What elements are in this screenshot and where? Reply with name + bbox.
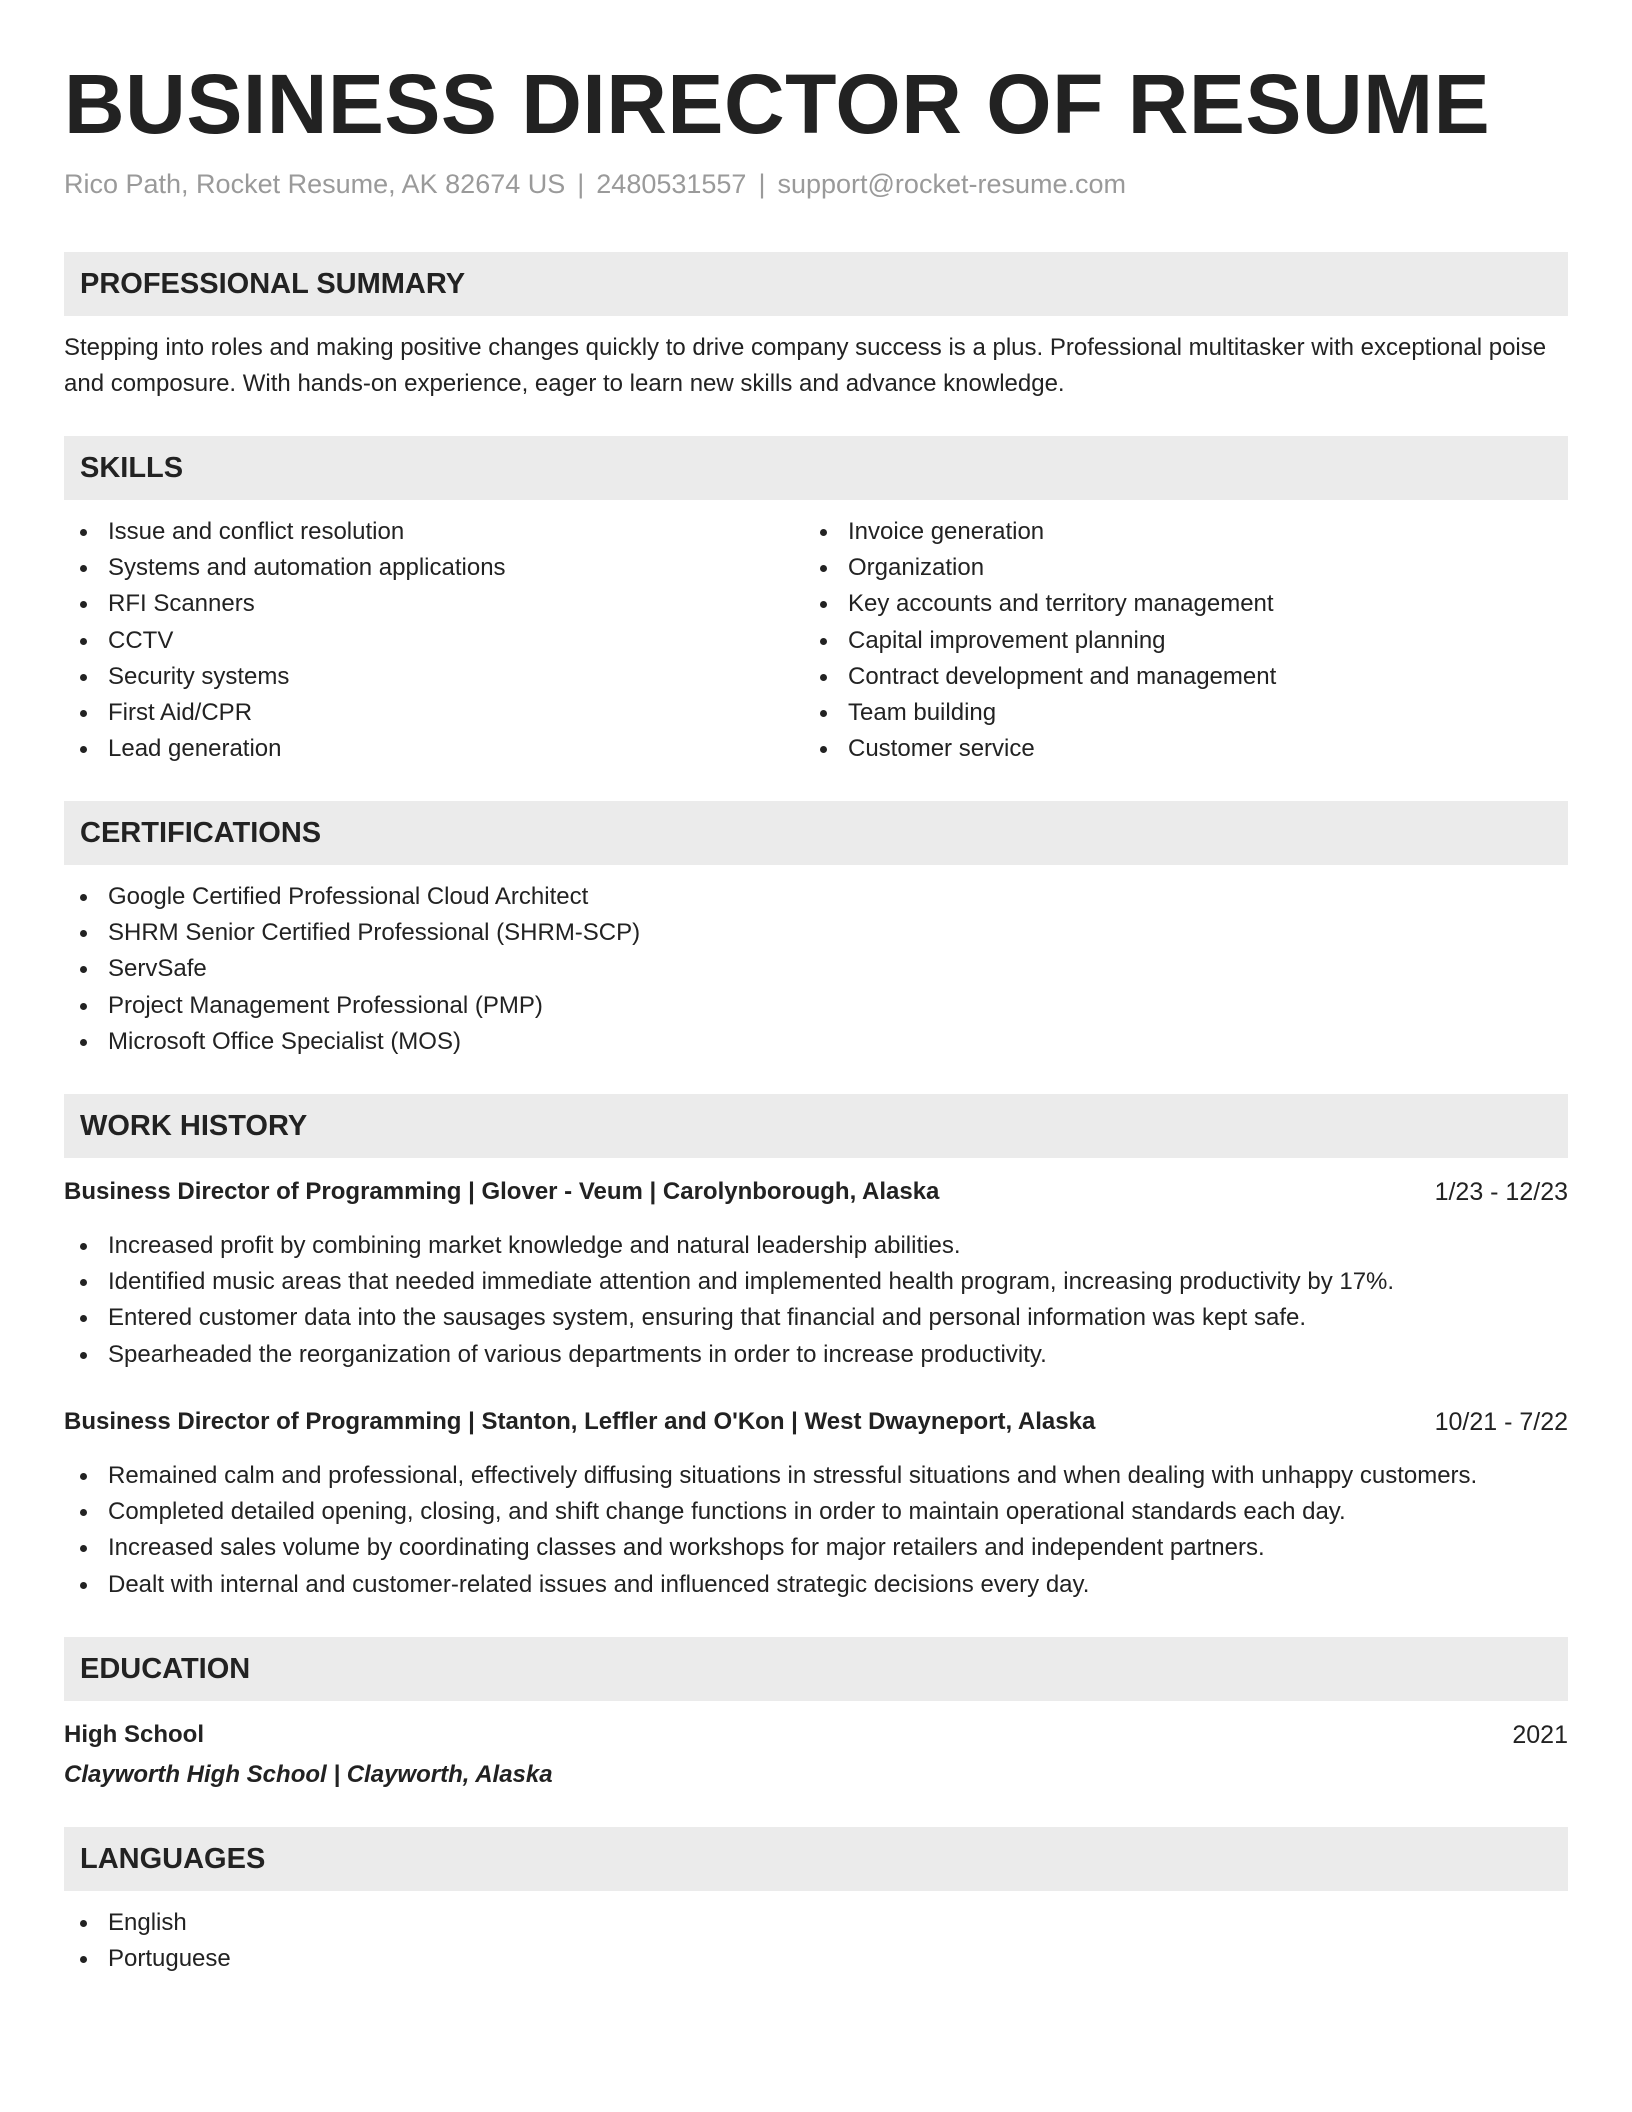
list-item: Contract development and management	[804, 659, 1568, 695]
contact-separator: |	[758, 169, 766, 199]
list-item: Portuguese	[64, 1941, 1568, 1977]
summary-text: Stepping into roles and making positive changes quickly to drive company success is a plus. Professional multitasker with exceptional poise and composure. With hands-on experience, eager to learn new skills and advance knowledge.	[64, 334, 1547, 397]
languages-list	[64, 1905, 1568, 1977]
job-title: Business Director of Programming | Glover - Veum | Carolynborough, Alaska	[64, 1178, 940, 1205]
list-item: SHRM Senior Certified Professional (SHRM-SCP)	[64, 915, 1568, 951]
list-item: RFI Scanners	[64, 586, 804, 622]
list-item: Increased sales volume by coordinating classes and workshops for major retailers and independent partners.	[64, 1530, 1568, 1566]
resume-name: BUSINESS DIRECTOR OF RESUME	[64, 57, 1491, 151]
job-title: Business Director of Programming | Stanton, Leffler and O'Kon | West Dwayneport, Alaska	[64, 1408, 1096, 1435]
list-item: Lead generation	[64, 731, 804, 767]
education-school: Clayworth High School | Clayworth, Alaska	[64, 1761, 553, 1788]
list-item: Identified music areas that needed immediate attention and implemented health program, increasing productivity by 17%.	[64, 1264, 1568, 1300]
contact-line	[64, 166, 1126, 202]
list-item: Team building	[804, 695, 1568, 731]
list-item: Key accounts and territory management	[804, 586, 1568, 622]
section-heading-languages: LANGUAGES	[64, 1827, 1568, 1891]
section-heading-education: EDUCATION	[64, 1637, 1568, 1701]
list-item: Capital improvement planning	[804, 623, 1568, 659]
list-item: Increased profit by combining market knowledge and natural leadership abilities.	[64, 1228, 1568, 1264]
contact-separator: |	[577, 169, 585, 199]
job-dates: 10/21 - 7/22	[1434, 1408, 1568, 1436]
list-item: Invoice generation	[804, 514, 1568, 550]
list-item: ServSafe	[64, 951, 1568, 987]
list-item: CCTV	[64, 623, 804, 659]
skills-list-left	[64, 514, 804, 767]
list-item: Remained calm and professional, effectively diffusing situations in stressful situations and when dealing with unhappy customers.	[64, 1458, 1568, 1494]
list-item: Microsoft Office Specialist (MOS)	[64, 1024, 1568, 1060]
skills-list-right	[804, 514, 1568, 767]
list-item: First Aid/CPR	[64, 695, 804, 731]
list-item: Completed detailed opening, closing, and shift change functions in order to maintain operational standards each day.	[64, 1494, 1568, 1530]
section-heading-summary: PROFESSIONAL SUMMARY	[64, 252, 1568, 316]
list-item: Dealt with internal and customer-related issues and influenced strategic decisions every day.	[64, 1567, 1568, 1603]
job-bullets	[64, 1228, 1568, 1373]
list-item: Organization	[804, 550, 1568, 586]
list-item: Customer service	[804, 731, 1568, 767]
section-heading-work-history: WORK HISTORY	[64, 1094, 1568, 1158]
list-item: Systems and automation applications	[64, 550, 804, 586]
list-item: Spearheaded the reorganization of various departments in order to increase productivity.	[64, 1337, 1568, 1373]
list-item: Entered customer data into the sausages system, ensuring that financial and personal information was kept safe.	[64, 1300, 1568, 1336]
contact-email: support@rocket-resume.com	[777, 169, 1126, 199]
list-item: Project Management Professional (PMP)	[64, 988, 1568, 1024]
contact-address: Rico Path, Rocket Resume, AK 82674 US	[64, 169, 566, 199]
list-item: Security systems	[64, 659, 804, 695]
job-dates: 1/23 - 12/23	[1434, 1178, 1568, 1206]
contact-phone: 2480531557	[596, 169, 747, 199]
education-year: 2021	[1512, 1721, 1568, 1749]
section-heading-certifications: CERTIFICATIONS	[64, 801, 1568, 865]
list-item: English	[64, 1905, 1568, 1941]
job-bullets	[64, 1458, 1568, 1603]
education-degree: High School	[64, 1721, 204, 1748]
section-heading-skills: SKILLS	[64, 436, 1568, 500]
list-item: Issue and conflict resolution	[64, 514, 804, 550]
list-item: Google Certified Professional Cloud Architect	[64, 879, 1568, 915]
certifications-list	[64, 879, 1568, 1060]
